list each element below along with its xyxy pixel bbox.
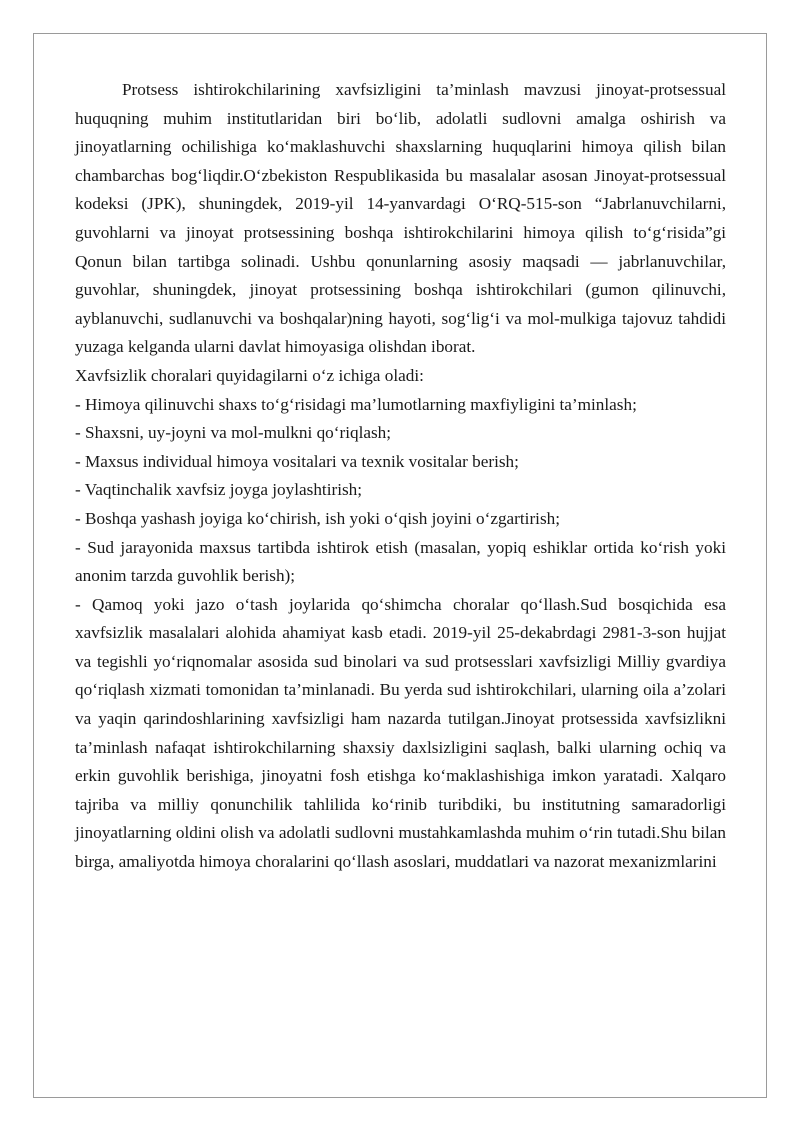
intro-paragraph: Protsess ishtirokchilarining xavfsizligini ta’minlash mavzusi jinoyat-protsessual huquqning muhim institutlaridan biri bo‘lib, adolatli sudlovni amalga oshirish va jinoyatlarning ochilishiga ko‘maklashuvchi shaxslarning huquqlarini himoya qilish bilan chambarchas bog‘liqdir.O‘zbekiston Respublikasida bu masalalar asosan Jinoyat-protsessual kodeksi (JPK), shuningdek, 2019-yil 14-yanvardagi O‘RQ-515-son “Jabrlanuvchilarni, guvohlarni va jinoyat protsessining boshqa ishtirokchilarini himoya qilish to‘g‘risida”gi Qonun bilan tartibga solinadi. Ushbu qonunlarning asosiy maqsadi — jabrlanuvchilar, guvohlar, shuningdek, jinoyat protsessining boshqa ishtirokchilari (gumon qilinuvchi, ayblanuvchi, sudlanuvchi va boshqalar)ning hayoti, sog‘lig‘i va mol-mulkiga tajovuz tahdidi yuzaga kelganda ularni davlat himoyasiga olishdan iborat.: [75, 80, 726, 357]
list-item: - Maxsus individual himoya vositalari va texnik vositalar berish;: [75, 451, 519, 471]
list-item: - Sud jarayonida maxsus tartibda ishtirok etish (masalan, yopiq eshiklar ortida ko‘rish yoki anonim tarzda guvohlik berish);: [75, 537, 726, 586]
list-item: - Himoya qilinuvchi shaxs to‘g‘risidagi ma’lumotlarning maxfiyligini ta’minlash;: [75, 394, 637, 414]
document-page: [33, 33, 767, 1098]
list-item: - Shaxsni, uy-joyni va mol-mulkni qo‘riqlash;: [75, 423, 392, 443]
measures-heading: Xavfsizlik choralari quyidagilarni o‘z ichiga oladi:: [75, 365, 424, 385]
list-item: - Boshqa yashash joyiga ko‘chirish, ish yoki o‘qish joyini o‘zgartirish;: [75, 508, 561, 528]
list-item-continuation-paragraph: - Qamoq yoki jazo o‘tash joylarida qo‘shimcha choralar qo‘llash.Sud bosqichida esa xavfsizlik masalalari alohida ahamiyat kasb etadi. 2019-yil 25-dekabrdagi 2981-3-son hujjat va tegishli yo‘riqnomalar asosida sud binolari va sud protsesslari xavfsizligi Milliy gvardiya qo‘riqlash xizmati tomonidan ta’minlanadi. Bu yerda sud ishtirokchilari, ularning oila a’zolari va yaqin qarindoshlarining xavfsizligi ham nazarda tutilgan.Jinoyat protsessida xavfsizlikni ta’minlash nafaqat ishtirokchilarning shaxsiy daxlsizligini saqlash, balki ularning ochiq va erkin guvohlik berishiga, jinoyatni fosh etishga ko‘maklashishiga imkon yaratadi. Xalqaro tajriba va milliy qonunchilik tahlilida ko‘rinib turibdiki, bu institutning samaradorligi jinoyatlarning oldini olish va adolatli sudlovni mustahkamlashda muhim o‘rin tutadi.Shu bilan birga, amaliyotda himoya choralarini qo‘llash asoslari, muddatlari va nazorat mexanizmlarini: [75, 594, 726, 872]
list-item: - Vaqtinchalik xavfsiz joyga joylashtirish;: [75, 480, 363, 500]
document-body: [75, 76, 726, 877]
